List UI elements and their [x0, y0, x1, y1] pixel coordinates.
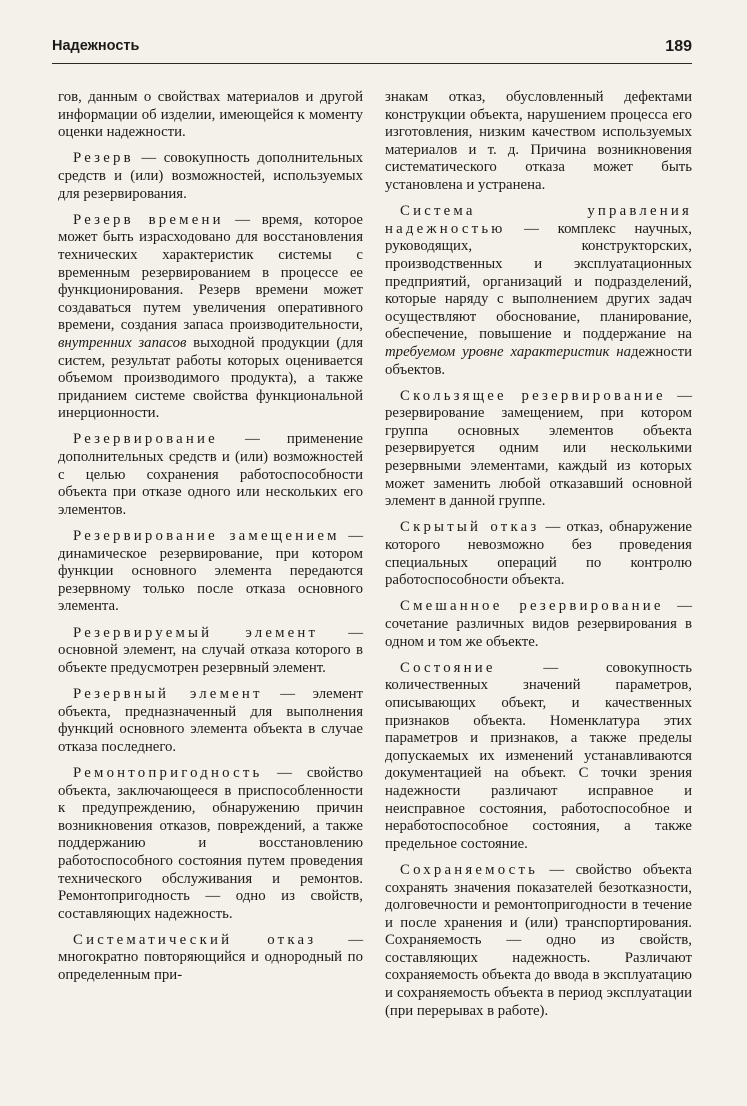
- glossary-entry: [58, 932, 363, 985]
- entry-term: Резервируемый элемент: [73, 624, 319, 641]
- entry-definition: гов, данным о свойствах материалов и другой информации об изделии, имеющейся к моменту оценки надежности.: [58, 89, 363, 141]
- entry-definition: — отказ, обнаружение которого невозможно без проведения специальных операций по контролю работоспособности объекта.: [385, 519, 692, 589]
- entry-term: Систематический отказ: [73, 931, 317, 948]
- glossary-entry: [58, 89, 363, 142]
- entry-definition: — комплекс научных, руководящих, конструкторских, производственных и эксплуатационных предприятий, организаций и подразделений, которые наряду с выполнением других задач осуществляют обоснование, планирование, обеспечение, повышение и поддержание на: [385, 220, 692, 343]
- entry-term: Резервирование: [73, 431, 218, 448]
- glossary-entry: [385, 388, 692, 511]
- entry-definition: — многократно повторяющийся и однородный по определенным при-: [58, 931, 364, 984]
- glossary-entry: [58, 150, 363, 203]
- entry-term: Резервный элемент: [73, 685, 263, 702]
- running-head: Надежность: [52, 38, 140, 54]
- entry-term: Состояние: [400, 659, 496, 676]
- entry-definition: дежности объектов.: [385, 343, 692, 378]
- header-rule: [52, 63, 692, 64]
- glossary-entry: [58, 625, 363, 678]
- entry-definition: — динамическое резервирование, при котором функции основного элемента передаются резервному только после отказа основного элемента.: [58, 528, 363, 615]
- glossary-entry: [385, 598, 692, 651]
- glossary-entry: [58, 431, 363, 519]
- entry-definition: — сочетание различных видов резервирования в одном и том же объекте.: [385, 598, 693, 650]
- glossary-entry: [385, 660, 692, 854]
- entry-definition: — совокупность дополнительных средств и (или) возможностей, используемых для резервирования.: [58, 150, 363, 202]
- entry-term: Резерв: [73, 150, 134, 167]
- right-column: [385, 89, 692, 1029]
- entry-definition: — совокупность количественных значений параметров, описывающих объект, и качественных признаков объекта. Номенклатура этих параметров и признаков, а также пределы допускаемых их изменений устанавливаются документацией на объект. С точки зрения надежности различают исправное и неисправное состояния, работоспособное и неработоспособное состояния, а также предельное состояние.: [385, 659, 692, 852]
- glossary-entry: [58, 528, 363, 616]
- glossary-entry: [385, 862, 692, 1020]
- glossary-entry: [385, 203, 692, 379]
- entry-definition: — применение дополнительных средств и (или) возможностей с целью сохранения работоспособности объекта при отказе одного или нескольких его элементов.: [58, 431, 363, 518]
- entry-definition: — время, которое может быть израсходовано для восстановления технических характеристик системы с временным резервированием в процессе ее функционирования. Резерв времени может создаваться путем увеличения оперативного времени, создания запаса производительности,: [58, 211, 363, 334]
- entry-term: Резерв времени: [73, 211, 224, 228]
- entry-definition: — свойство объекта сохранять значения показателей безотказности, долговечности и ремонтопригодности в течение и после хранения и (или) транспортирования. Сохраняемость — одно из свойств, составляющих надежность. Различают сохраняемость объекта до ввода в эксплуатацию и сохраняемость объекта в период эксплуатации (при перерывах в работе).: [385, 861, 692, 1019]
- entry-term: Смешанное резервирование: [400, 598, 664, 615]
- glossary-entry: [58, 686, 363, 756]
- entry-term: Резервирование замещением: [73, 528, 340, 545]
- entry-italic-text: требуемом уровне характеристик на: [385, 343, 632, 360]
- entry-definition: знакам отказ, обусловленный дефектами конструкции объекта, нарушением процесса его изготовления, низким качеством используемых материалов и т. д. Причина возникновения систематического отказа может быть установлена и устранена.: [385, 89, 692, 193]
- entry-definition: — основной элемент, на случай отказа которого в объекте предусмотрен резервный элемент.: [58, 624, 364, 676]
- glossary-entry: [385, 89, 692, 195]
- entry-definition: выходной продукции (для систем, результат работы которых оценивается объемом производимого продукта), а также приданием системе свойства функциональной инерционности.: [58, 334, 363, 422]
- entry-definition: — элемент объекта, предназначенный для выполнения функций основного элемента объекта в случае отказа последнего.: [58, 685, 364, 755]
- left-column: [58, 89, 363, 993]
- entry-definition: — резервирование замещением, при котором группа основных элементов объекта резервируется одним или несколькими резервными элементами, каждый из которых может заменить любой отказавший основной элемент в данной группе.: [385, 387, 692, 510]
- entry-term: Ремонтопригодность: [73, 764, 263, 781]
- entry-term: Скрытый отказ: [400, 519, 540, 536]
- glossary-entry: [58, 765, 363, 923]
- glossary-entry: [58, 212, 363, 423]
- entry-italic-text: внутренних запасов: [58, 334, 187, 351]
- entry-term: Система управления надежностью: [385, 203, 692, 237]
- page-number: 189: [665, 38, 692, 55]
- entry-definition: — свойство объекта, заключающееся в приспособленности к предупреждению, обнаружению причин возникновения отказов, повреждений, а также поддержанию и восстановлению работоспособного состояния путем проведения технического обслуживания и ремонтов. Ремонтопригодность — одно из свойств, составляющих надежность.: [58, 764, 363, 922]
- entry-term: Скользящее резервирование: [400, 387, 666, 404]
- entry-term: Сохраняемость: [400, 861, 539, 878]
- page-header: [52, 38, 692, 60]
- glossary-entry: [385, 519, 692, 589]
